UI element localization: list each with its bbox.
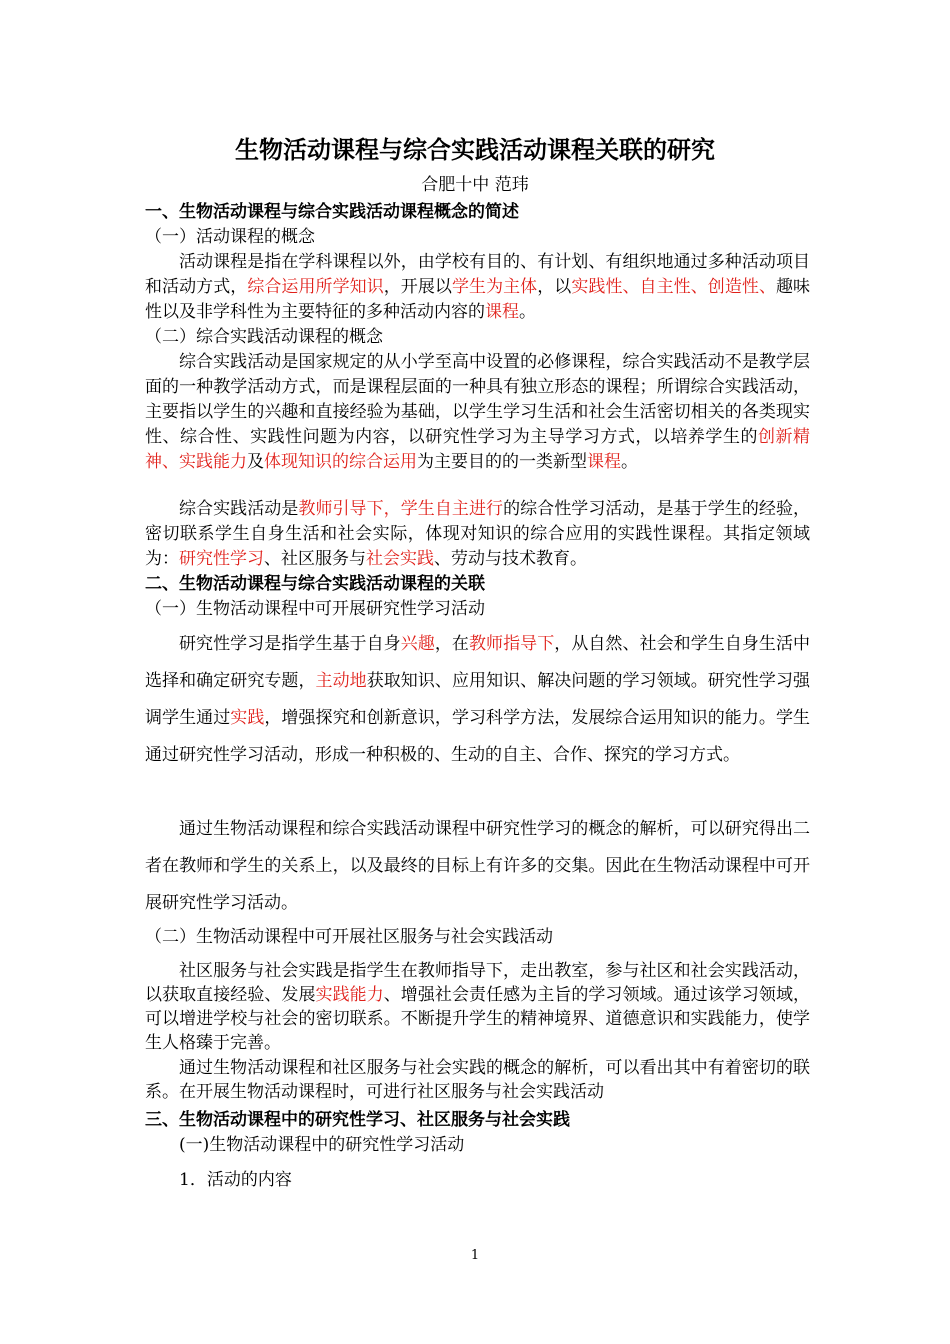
document-title: 生物活动课程与综合实践活动课程关联的研究 [235, 135, 715, 164]
highlight-run: 兴趣 [400, 634, 435, 654]
section-1-paragraph-2 [145, 350, 810, 475]
section-3-item-1: 1．活动的内容 [179, 1170, 292, 1190]
highlight-run: 实践能力 [315, 985, 384, 1005]
text-run: 、增强社会责任感为主旨的学习领域。通过该学习领域，可以增进学校与社会的密切联系。不断提升学生的精神境界、道德意识和实践能力，使学生人格臻于完善。 [145, 985, 811, 1053]
highlight-run: 研究性学习 [179, 549, 264, 569]
author-line: 合肥十中 范玮 [421, 175, 529, 195]
highlight-run: 课程 [587, 452, 621, 472]
text-run: 研究性学习是指学生基于自身 [179, 634, 401, 654]
text-run: 、社区服务与 [264, 549, 366, 569]
text-run: 综合实践活动是国家规定的从小学至高中设置的必修课程，综合实践活动不是教学层面的一种教学活动方式，而是课程层面的一种具有独立形态的课程；所谓综合实践活动，主要指以学生的兴趣和直接经验为基础，以学生学习生活和社会生活密切相关的各类现实性、综合性、实践性问题为内容，以研究性学习为主导学习方式，以培养学生的 [145, 352, 810, 447]
section-2-sub-1: （一）生物活动课程中可开展研究性学习活动 [145, 599, 485, 619]
page-number: 1 [470, 1248, 480, 1263]
text-run: ，开展以 [383, 277, 452, 297]
text-run: 为主要目的的一类新型 [417, 452, 587, 472]
section-3-heading: 三、生物活动课程中的研究性学习、社区服务与社会实践 [145, 1110, 570, 1130]
highlight-run: 学生为主体 [451, 277, 538, 297]
text-run: ，在 [434, 634, 469, 654]
highlight-run: 教师引导下，学生自主进行 [298, 499, 504, 519]
highlight-run: 创新精神、实践能力 [145, 427, 811, 472]
text-run: 的综合性学习活动，是基于学生的经验，密切联系学生自身生活和社会实际，体现对知识的综合应用的实践性课程。其指定领域为： [145, 499, 811, 569]
highlight-run: 、 [758, 277, 776, 297]
text-run: ，以 [537, 277, 572, 297]
section-2-paragraph-3 [145, 959, 810, 1055]
highlight-run: 实践性、自主性、创造性 [571, 277, 759, 297]
highlight-run: 体现知识的综合运用 [264, 452, 417, 472]
highlight-run: 社会实践 [366, 549, 434, 569]
highlight-run: 主动地 [315, 671, 367, 691]
highlight-run: 实践 [230, 708, 265, 728]
text-run: 社区服务与社会实践是指学生在教师指导下，走出教室，参与社区和社会实践活动，以获取直接经验、发展 [145, 961, 810, 1005]
text-run: 。 [519, 302, 536, 322]
highlight-run: 综合运用所学知识 [247, 277, 384, 297]
section-1-paragraph-1 [145, 250, 810, 325]
section-1-sub-2: （二）综合实践活动课程的概念 [145, 327, 383, 347]
section-1-paragraph-3 [145, 497, 810, 572]
text-run: 综合实践活动是 [179, 499, 299, 519]
text-run: 趣味性以及非学科性为主要特征的多种活动内容的 [145, 277, 811, 322]
text-run: 获取知识、应用知识、解决问题的学习领域。研究性学习强调学生通过 [145, 671, 811, 728]
text-run: ，从自然、社会和学生自身生活中选择和确定研究专题， [145, 634, 811, 691]
highlight-run: 课程 [485, 302, 519, 322]
section-1-heading: 一、生物活动课程与综合实践活动课程概念的简述 [145, 202, 519, 222]
text-run: 。 [621, 452, 638, 472]
section-2-paragraph-1 [145, 626, 810, 774]
section-2-paragraph-2: 通过生物活动课程和综合实践活动课程中研究性学习的概念的解析，可以研究得出二者在教师和学生的关系上，以及最终的目标上有许多的交集。因此在生物活动课程中可开展研究性学习活动。 [145, 819, 810, 913]
text-run: 活动课程是指在学科课程以外，由学校有目的、有计划、有组织地通过多种活动项目和活动方式， [145, 252, 810, 297]
highlight-run: 教师指导下 [468, 634, 555, 654]
section-1-sub-1: （一）活动课程的概念 [145, 227, 315, 247]
section-2-sub-2: （二）生物活动课程中可开展社区服务与社会实践活动 [145, 927, 553, 947]
text-run: 及 [247, 452, 264, 472]
text-run: ，增强探究和创新意识，学习科学方法，发展综合运用知识的能力。学生通过研究性学习活动，形成一种积极的、生动的自主、合作、探究的学习方式。 [145, 708, 811, 765]
section-3-sub-1: (一)生物活动课程中的研究性学习活动 [179, 1135, 465, 1155]
section-2-paragraph-4: 通过生物活动课程和社区服务与社会实践的概念的解析，可以看出其中有着密切的联系。在开展生物活动课程时，可进行社区服务与社会实践活动 [145, 1058, 810, 1102]
text-run: 、劳动与技术教育。 [434, 549, 587, 569]
section-2-heading: 二、生物活动课程与综合实践活动课程的关联 [145, 574, 485, 594]
